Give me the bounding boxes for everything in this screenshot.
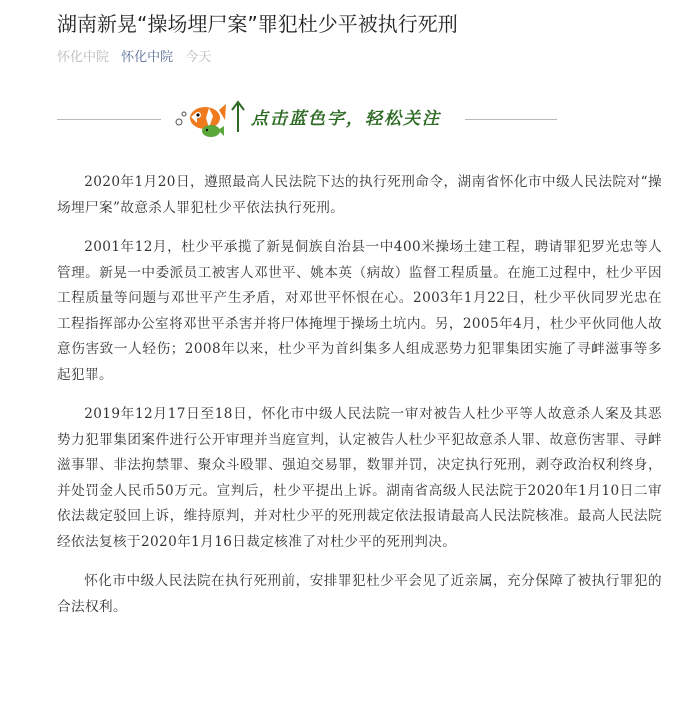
article-meta bbox=[57, 48, 219, 68]
divider-right bbox=[465, 119, 557, 120]
paragraph: 怀化市中级人民法院在执行死刑前，安排罪犯杜少平会见了近亲属，充分保障了被执行罪犯的合法权利。 bbox=[57, 573, 662, 615]
account-link[interactable]: 怀化中院 bbox=[121, 50, 174, 65]
paragraph: 2019年12月17日至18日，怀化市中级人民法院一审对被告人杜少平等人故意杀人案及其恶势力犯罪集团案件进行公开审理并当庭宣判，认定被告人杜少平犯故意杀人罪、故意伤害罪、寻衅滋事罪、非法拘禁罪、聚众斗殴罪、强迫交易罪，数罪并罚，决定执行死刑，剥夺政治权利终身，并处罚金人民币50万元。宣判后，杜少平提出上诉。湖南省高级人民法院于2020年1月10日二审依法裁定驳回上诉，维持原判，并对杜少平的死刑裁定依法报请最高人民法院核准。最高人民法院经依法复核于2020年1月16日裁定核准了对杜少平的死刑判决。 bbox=[57, 406, 662, 550]
up-arrow-icon bbox=[229, 100, 247, 134]
divider-left bbox=[57, 119, 161, 120]
source-label: 怀化中院 bbox=[57, 50, 110, 65]
article-title: 湖南新晃“操场埋尸案”罪犯杜少平被执行死刑 bbox=[57, 12, 458, 36]
paragraph: 2020年1月20日，遵照最高人民法院下达的执行死刑命令，湖南省怀化市中级人民法院对“操场埋尸案”故意杀人罪犯杜少平依法执行死刑。 bbox=[57, 174, 662, 216]
clownfish-mascot-icon bbox=[171, 100, 227, 140]
publish-date: 今天 bbox=[185, 50, 212, 65]
follow-prompt[interactable]: 点击蓝色字，轻松关注 bbox=[251, 109, 441, 129]
follow-banner bbox=[57, 100, 557, 140]
paragraph: 2001年12月，杜少平承揽了新晃侗族自治县一中400米操场土建工程，聘请罪犯罗光忠等人管理。新晃一中委派员工被害人邓世平、姚本英（病故）监督工程质量。在施工过程中，杜少平因工程质量等问题与邓世平产生矛盾，对邓世平怀恨在心。2003年1月22日，杜少平伙同罗光忠在工程指挥部办公室将邓世平杀害并将尸体掩埋于操场土坑内。另，2005年4月，杜少平伙同他人故意伤害致一人轻伤；2008年以来，杜少平为首纠集多人组成恶势力犯罪集团实施了寻衅滋事等多起犯罪。 bbox=[57, 239, 662, 383]
article-body bbox=[57, 170, 662, 634]
